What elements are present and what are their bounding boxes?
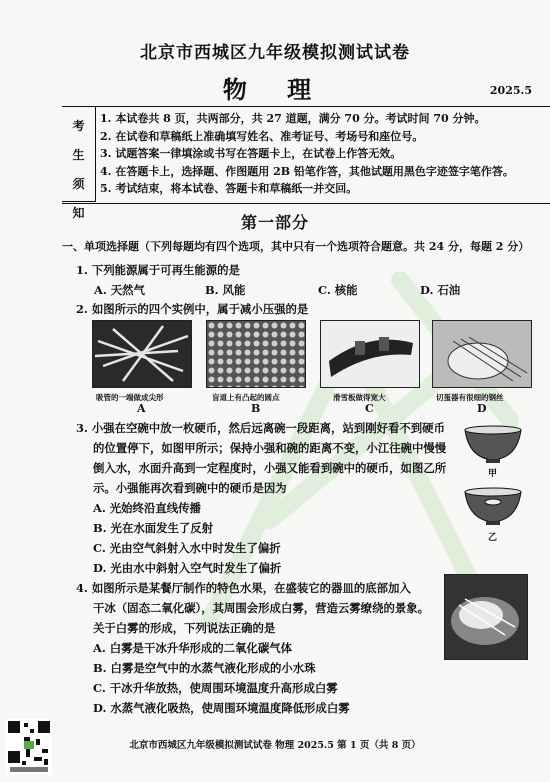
q1-option-b: B. 风能 xyxy=(205,283,246,297)
q1-option-c: C. 核能 xyxy=(318,283,358,297)
q2-label-c: C xyxy=(365,402,374,415)
q4-option-b: B. 白雾是空气中的水蒸气液化形成的小水珠 xyxy=(93,661,316,675)
q3-line: 3. 小强在空碗中放一枚硬币，然后远离碗一段距离，站到刚好看不到硬币 xyxy=(76,421,445,435)
tactile-paving-photo xyxy=(206,320,306,388)
notice-item: 4. 在答题卡上，选择题、作图题用 2B 铅笔作答，其他试题用黑色字迹签字笔作答。 xyxy=(100,164,514,178)
egg-slicer-photo xyxy=(432,320,532,388)
q3-line: 倒入水，水面升高到一定程度时，小强又能看到碗中的硬币，如图乙所 xyxy=(93,461,447,475)
q3-line: 的位置停下，如图甲所示；保持小强和碗的距离不变，小江往碗中慢慢 xyxy=(93,441,447,455)
exam-title: 北京市西城区九年级模拟测试试卷 xyxy=(140,43,410,63)
q4-line: 4. 如图所示是某餐厅制作的特色水果，在盛装它的器皿的底部加入 xyxy=(76,581,411,595)
straws-photo xyxy=(92,320,192,388)
q2-caption-c: 滑雪板做得宽大 xyxy=(333,393,386,402)
q2-caption-a: 吸管的一端做成尖形 xyxy=(96,393,164,402)
q3-option-a: A. 光始终沿直线传播 xyxy=(93,501,201,515)
q3-option-b: B. 光在水面发生了反射 xyxy=(93,521,214,535)
bowl-figure-a xyxy=(462,424,524,464)
q2-label-b: B xyxy=(251,402,261,415)
q1-option-d: D. 石油 xyxy=(420,283,461,297)
q3-line: 示。小强能再次看到碗中的硬币是因为 xyxy=(93,481,287,495)
subject-title: 物 理 xyxy=(222,75,328,104)
q2-stem: 2. 如图所示的四个实例中，属于减小压强的是 xyxy=(76,302,309,316)
q4-option-d: D. 水蒸气液化吸热，使周围环境温度降低形成白雾 xyxy=(93,701,350,715)
q4-option-a: A. 白雾是干冰升华形成的二氧化碳气体 xyxy=(93,641,293,655)
fig-label-yi: 乙 xyxy=(488,533,498,543)
notice-item: 2. 在试卷和草稿纸上准确填写姓名、准考证号、考场号和座位号。 xyxy=(100,129,424,143)
notice-item: 3. 试题答案一律填涂或书写在答题卡上，在试卷上作答无效。 xyxy=(100,147,402,160)
q2-caption-d: 切蛋器有很细的钢丝 xyxy=(436,393,504,402)
notice-label: 考 生 须 知 xyxy=(62,106,96,202)
q2-label-a: A xyxy=(137,402,146,415)
q1-option-a: A. 天然气 xyxy=(94,283,145,297)
snowboard-photo xyxy=(320,320,420,388)
page-footer: 北京市西城区九年级模拟测试试卷 物理 2025.5 第 1 页（共 8 页） xyxy=(129,740,421,751)
q4-line: 关于白雾的形成，下列说法正确的是 xyxy=(93,621,276,635)
notice-item: 5. 考试结束，将本试卷、答题卡和草稿纸一并交回。 xyxy=(100,182,358,195)
section-heading: 一、单项选择题（下列每题均有四个选项，其中只有一个选项符合题意。共 24 分，每题 2 分） xyxy=(62,240,530,253)
notice-list xyxy=(100,110,548,198)
part-title: 第一部分 xyxy=(240,213,309,232)
bowl-figure-b xyxy=(462,486,524,526)
q4-option-c: C. 干冰升华放热，使周围环境温度升高形成白雾 xyxy=(93,681,338,695)
dry-ice-fruit-photo xyxy=(444,574,528,660)
q2-label-d: D xyxy=(477,402,487,415)
q1-stem: 1. 下列能源属于可再生能源的是 xyxy=(76,263,240,277)
fig-label-jia: 甲 xyxy=(488,469,498,479)
exam-date: 2025.5 xyxy=(489,84,532,97)
q2-caption-b: 盲道上有凸起的圆点 xyxy=(212,393,280,402)
q3-option-d: D. 光由水中斜射入空气时发生了偏折 xyxy=(93,561,282,575)
notice-item: 1. 本试卷共 8 页，共两部分，共 27 道题，满分 70 分。考试时间 70 分钟。 xyxy=(100,112,486,125)
q4-line: 干冰（固态二氧化碳），其周围会形成白雾，营造云雾缭绕的景象。 xyxy=(93,601,430,615)
q3-option-c: C. 光由空气斜射入水中时发生了偏折 xyxy=(93,541,281,555)
